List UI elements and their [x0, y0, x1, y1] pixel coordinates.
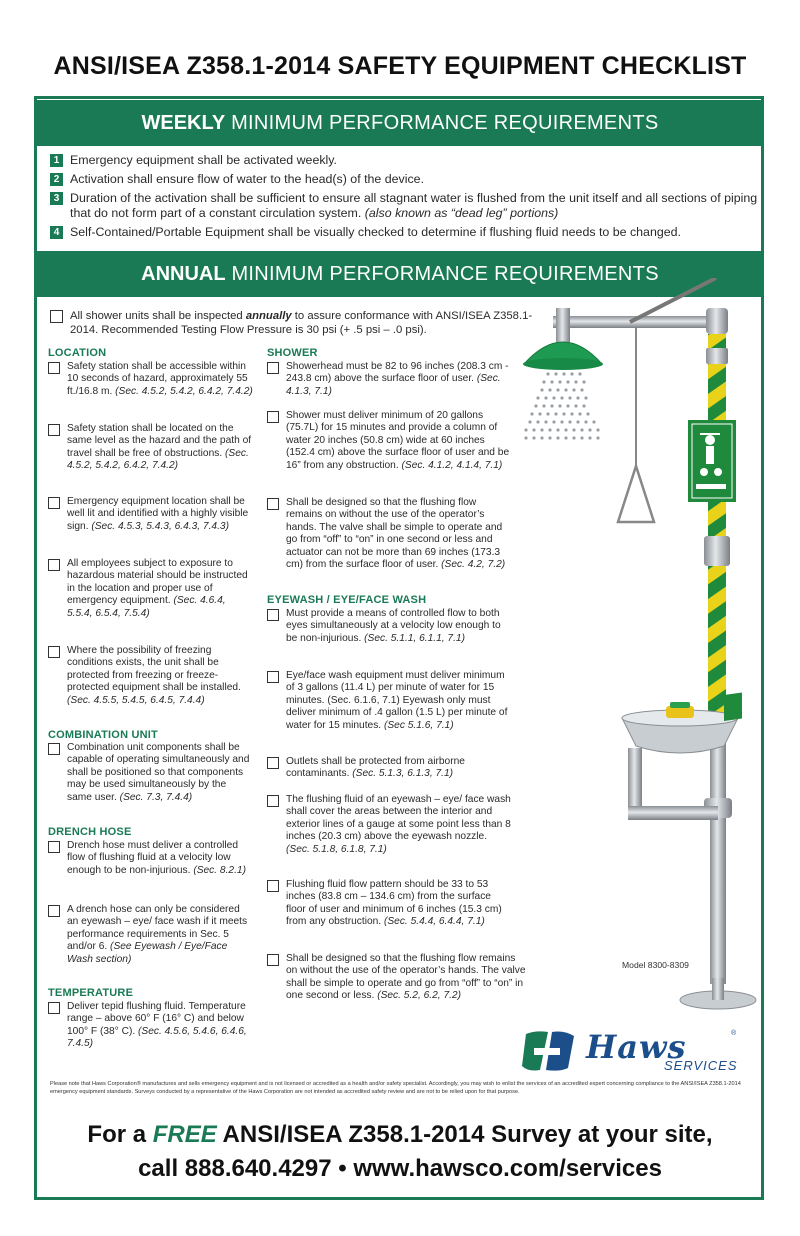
weekly-label: WEEKLY	[141, 112, 226, 134]
check-item-body: Shower must deliver minimum of 20 gallons (75.7L) for 15 minutes and provide a column of water 20 inches (50.8 cm) wide at 60 inches (152.4 cm) above the surface floor of user and be 16” from any obstruction.	[286, 410, 510, 471]
weekly-item-note: (also known as “dead leg” portions)	[364, 206, 559, 220]
check-item-ref: (Sec. 4.5.6, 5.4.6, 6.4.6, 7.4.5)	[67, 1025, 247, 1050]
weekly-item	[50, 225, 758, 240]
weekly-item-body: Activation shall ensure flow of water to the head(s) of the device.	[70, 172, 425, 186]
weekly-item-body: Duration of the activation shall be sufficient to ensure all stagnant water is flushed from the unit itself and all sections of piping that do not form part of a constant circulation system.	[70, 191, 758, 220]
annual-header-rest: MINIMUM PERFORMANCE REQUIREMENTS	[225, 263, 659, 285]
check-item-ref: (Sec. 4.1.2, 4.1.4, 7.1)	[401, 459, 503, 471]
check-item-body: Shall be designed so that the flushing flow remains on without the use of the operator’s hands. The valve shall be simple to operate and go from “off” to “on” in one second or less.	[286, 953, 526, 1002]
intro-text-c: to assure conformance with ANSI/ISEA Z358.1-2014. Recommended Testing Flow Pressure is 30 psi (+ .5 psi – .0 psi).	[70, 310, 533, 336]
check-item-body: A drench hose can only be considered an eyewash – eye/ face wash if it meets performance requirements in Sec. 5 and/or 6.	[67, 904, 248, 953]
check-item	[267, 953, 527, 1003]
check-item-body: Shall be designed so that the flushing flow remains on without the use of the operator’s hands. The valve shall be simple to operate and go from “off” to “on” in one second or less and actuator can not be more than 69 inches (173.3 cm) from the surface floor of user.	[286, 497, 503, 571]
check-item	[267, 879, 512, 929]
cta-free: FREE	[152, 1121, 217, 1148]
check-item-body: The flushing fluid of an eyewash – eye/ face wash shall cover the areas between the interior and exterior lines of a gauge at some point less than 8 inches (20.3 cm) above the eyewash nozzle.	[286, 794, 511, 843]
check-item	[267, 794, 512, 856]
check-item-body: Flushing fluid flow pattern should be 33 to 53 inches (83.8 cm – 134.6 cm) from the surface floor of user and minimum of 6 inches (15.3 cm) from any obstruction.	[286, 879, 502, 928]
check-item-body: Safety station shall be located on the same level as the hazard and the path of travel shall be free of obstructions.	[67, 423, 252, 459]
check-item-text	[67, 496, 253, 533]
check-item-body: Where the possibility of freezing conditions exists, the unit shall be protected from freezing or freeze-protected equipment shall be installed.	[67, 645, 241, 694]
check-item-ref: (Sec. 4.2, 7.2)	[441, 559, 506, 571]
pull-handle	[618, 466, 654, 522]
striped-pipe	[708, 334, 726, 724]
check-item	[267, 410, 512, 472]
check-item-text	[286, 756, 512, 781]
intro-emphasis: annually	[245, 310, 292, 322]
checkbox[interactable]	[48, 1002, 60, 1014]
check-item-body: Outlets shall be protected from airborne contaminants.	[286, 756, 465, 780]
checkbox[interactable]	[48, 559, 60, 571]
check-item	[267, 608, 512, 645]
check-item-text	[286, 608, 512, 645]
checkbox[interactable]	[267, 609, 279, 621]
checkbox[interactable]	[267, 411, 279, 423]
check-item	[48, 496, 253, 533]
item-number: 2	[50, 173, 63, 186]
check-item-body: Combination unit components shall be capable of operating simultaneously and shall be positioned so that components may be used simultaneously by the same user.	[67, 742, 250, 803]
check-item	[48, 1001, 253, 1051]
check-item-body: Must provide a means of controlled flow to both eyes simultaneously at a velocity low enough to be non-injurious.	[286, 608, 501, 644]
annual-label: ANNUAL	[141, 263, 226, 285]
checkbox[interactable]	[267, 757, 279, 769]
annual-intro-text	[70, 309, 540, 337]
check-item-text	[67, 558, 253, 620]
weekly-header-rest: MINIMUM PERFORMANCE REQUIREMENTS	[225, 112, 659, 134]
checkbox[interactable]	[48, 497, 60, 509]
checkbox[interactable]	[267, 954, 279, 966]
check-item-text	[67, 742, 253, 804]
weekly-item	[50, 153, 758, 168]
check-item-body: Emergency equipment location shall be well lit and identified with a highly visible sign.	[67, 496, 249, 532]
checkbox[interactable]	[48, 362, 60, 374]
checkbox[interactable]	[267, 880, 279, 892]
check-item-text	[286, 953, 527, 1003]
cta-text-a: For a	[87, 1121, 153, 1148]
check-item-ref: (Sec. 8.2.1)	[193, 864, 246, 876]
check-item	[267, 361, 512, 398]
check-item-ref: (Sec. 5.2, 6.2, 7.2)	[377, 990, 461, 1002]
checkbox[interactable]	[267, 795, 279, 807]
check-item-body: Showerhead must be 82 to 96 inches (208.3 cm - 243.8 cm) above the surface floor of user.	[286, 361, 509, 385]
check-item-text	[67, 361, 253, 398]
cta-line-2: call 888.640.4297 • www.hawsco.com/services	[138, 1155, 662, 1182]
check-item-ref: (Sec. 4.1.3, 7.1)	[286, 373, 501, 397]
check-item-text	[67, 645, 253, 707]
checkbox[interactable]	[267, 498, 279, 510]
haws-logo-mark	[518, 1028, 580, 1074]
check-item-text	[286, 361, 512, 398]
item-number: 3	[50, 192, 63, 205]
check-item-ref: (Sec. 4.5.5, 5.4.5, 6.4.5, 7.4.4)	[67, 694, 205, 706]
check-item	[48, 840, 253, 877]
checkbox[interactable]	[267, 362, 279, 374]
weekly-item-text	[70, 191, 758, 221]
section-heading-drench: DRENCH HOSE	[48, 826, 132, 838]
check-item-ref: (Sec. 5.1.1, 6.1.1, 7.1)	[364, 632, 465, 644]
check-item-body: Eye/face wash equipment must deliver minimum of 3 gallons (11.4 L) per minute of water for 15 minutes. (Sec. 6.1.6, 7.1) Eyewash only must deliver minimum of .4 gallon (1.5 L) per minute of water for 15 minutes.	[286, 670, 508, 731]
disclaimer: Please note that Haws Corporation® manufactures and sells emergency equipment and is not licensed or accredited as a health and/or safety specialist. Accordingly, you may wish to enlist the services of an accredited expert concerning compliance to the ANSI/ISEA Z358.1-2014 emergency equipment standards. Surveys conducted by a representative of the Haws Corporation are not intended as accredited safety review and are not to be relied upon for that purpose.	[50, 1081, 741, 1095]
check-item-ref: (Sec. 4.6.4, 5.5.4, 6.5.4, 7.5.4)	[67, 595, 226, 619]
check-item-ref: (Sec. 5.1.8, 6.1.8, 7.1)	[286, 843, 387, 855]
check-item-ref: (Sec. 4.5.2, 5.4.2, 6.4.2, 7.4.2)	[115, 385, 253, 397]
item-number: 1	[50, 154, 63, 167]
check-item-body: Deliver tepid flushing fluid. Temperature range – above 60° F (16° C) and below 100° F (38° C).	[67, 1001, 246, 1037]
checkbox[interactable]	[48, 905, 60, 917]
check-item	[48, 645, 253, 707]
section-heading-shower: SHOWER	[267, 347, 318, 359]
check-item-text	[286, 670, 512, 732]
check-item-ref: (Sec. 4.5.3, 5.4.3, 6.4.3, 7.4.3)	[91, 520, 229, 532]
water-spray	[524, 372, 599, 439]
weekly-item	[50, 191, 758, 221]
check-item-body: Drench hose must deliver a controlled flow of flushing fluid at a velocity low enough to be non-injurious.	[67, 840, 239, 876]
check-item-text	[286, 794, 512, 856]
check-item-ref: (Sec. 7.3, 7.4.4)	[119, 791, 193, 803]
check-item-ref: (See Eyewash / Eye/Face Wash section)	[67, 941, 228, 965]
section-heading-location: LOCATION	[48, 347, 107, 359]
check-item-body: Safety station shall be accessible within 10 seconds of hazard, approximately 55 ft./16.8 m.	[67, 361, 248, 397]
cta-line-1	[37, 1118, 763, 1152]
annual-intro	[50, 309, 540, 337]
section-heading-eyewash: EYEWASH / EYE/FACE WASH	[267, 594, 427, 606]
check-item-text	[286, 497, 512, 571]
cta-text-b: ANSI/ISEA Z358.1-2014 Survey at your site,	[216, 1121, 713, 1148]
weekly-item-text	[70, 153, 337, 168]
check-item	[267, 497, 512, 571]
check-item-text	[67, 840, 253, 877]
shower-eyewash-illustration	[518, 278, 758, 1022]
check-item	[48, 742, 253, 804]
item-number: 4	[50, 226, 63, 239]
weekly-header	[37, 100, 763, 146]
check-item	[48, 423, 253, 473]
checkbox[interactable]	[48, 841, 60, 853]
intro-text-a: All shower units shall be inspected	[70, 310, 246, 322]
check-item-ref: (Sec 5.1.6, 7.1)	[383, 719, 454, 731]
checkbox[interactable]	[48, 743, 60, 755]
check-item	[48, 361, 253, 398]
checkbox[interactable]	[267, 671, 279, 683]
check-item-text	[286, 410, 512, 472]
checkbox[interactable]	[50, 310, 63, 323]
weekly-item-text	[70, 225, 681, 240]
checkbox[interactable]	[48, 424, 60, 436]
registered-mark: ®	[731, 1030, 737, 1037]
weekly-item	[50, 172, 758, 187]
haws-logo	[518, 1028, 748, 1080]
weekly-list	[50, 153, 758, 244]
check-item-ref: (Sec. 5.4.4, 6.4.4, 7.1)	[383, 916, 485, 928]
haws-wordmark: Haws	[586, 1028, 687, 1066]
weekly-item-text	[70, 172, 424, 187]
page-title: ANSI/ISEA Z358.1-2014 SAFETY EQUIPMENT CHECKLIST	[53, 52, 747, 80]
check-item	[48, 558, 253, 620]
checkbox[interactable]	[48, 646, 60, 658]
check-item	[48, 904, 253, 966]
check-item	[267, 756, 512, 781]
section-heading-combination: COMBINATION UNIT	[48, 729, 158, 741]
check-item-ref: (Sec. 4.5.2, 5.4.2, 6.4.2, 7.4.2)	[67, 447, 249, 472]
check-item-ref: (Sec. 5.1.3, 6.1.3, 7.1)	[352, 768, 454, 780]
check-item-text	[67, 423, 253, 473]
check-item-text	[286, 879, 512, 929]
check-item-body: All employees subject to exposure to hazardous material should be instructed in the location and proper use of emergency equipment.	[67, 558, 248, 607]
check-item-text	[67, 904, 253, 966]
weekly-item-body: Emergency equipment shall be activated weekly.	[70, 153, 337, 167]
model-label: Model 8300-8309	[622, 960, 689, 970]
haws-services-label: SERVICES	[664, 1058, 738, 1073]
call-to-action	[37, 1118, 763, 1186]
weekly-item-body: Self-Contained/Portable Equipment shall be visually checked to determine if flushing fluid needs to be changed.	[70, 225, 681, 239]
check-item	[267, 670, 512, 732]
check-item-text	[67, 1001, 253, 1051]
section-heading-temperature: TEMPERATURE	[48, 987, 134, 999]
